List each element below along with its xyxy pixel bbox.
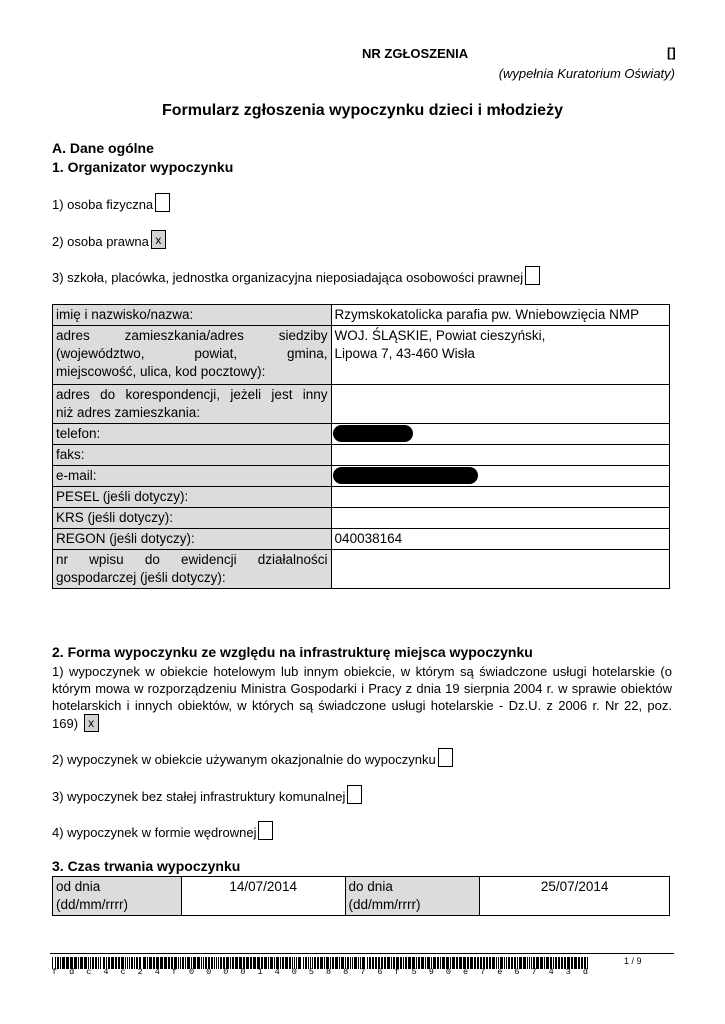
section-2-heading: 2. Forma wypoczynku ze względu na infrastrukturę miejsca wypoczynku xyxy=(52,644,533,660)
barcode-text xyxy=(52,967,588,977)
name-label: imię i nazwisko/nazwa: xyxy=(53,305,332,326)
organizer-option-legal-person[interactable] xyxy=(52,230,166,249)
duration-table xyxy=(52,876,670,916)
barcode-char: f xyxy=(394,967,400,977)
email-value[interactable] xyxy=(331,466,669,487)
regon-value[interactable]: 040038164 xyxy=(331,529,669,550)
barcode-char: 4 xyxy=(154,967,160,977)
correspondence-value[interactable] xyxy=(331,385,669,424)
barcode-char: 6 xyxy=(514,967,520,977)
barcode-char: 7 xyxy=(360,967,366,977)
barcode-char: 7 xyxy=(531,967,537,977)
option-label: 4) wypoczynek w formie wędrownej xyxy=(52,825,257,840)
address-value[interactable]: WOJ. ŚLĄSKIE, Powiat cieszyński, Lipowa 7, 43-460 Wisła xyxy=(331,326,669,385)
option-label: 1) osoba fizyczna xyxy=(52,197,154,212)
barcode-char: 8 xyxy=(326,967,332,977)
barcode-char: 1 xyxy=(257,967,263,977)
fax-label: faks: xyxy=(53,445,332,466)
form-option-occasional[interactable] xyxy=(52,748,453,767)
fax-value[interactable] xyxy=(331,445,669,466)
barcode-char: 4 xyxy=(274,967,280,977)
pesel-value[interactable] xyxy=(331,487,669,508)
checkbox-individual[interactable] xyxy=(155,193,170,212)
barcode-char: 0 xyxy=(291,967,297,977)
option-label: 2) wypoczynek w obiekcie używanym okazjonalnie do wypoczynku xyxy=(52,752,436,767)
barcode-char: e xyxy=(463,967,469,977)
option-label: 3) szkoła, placówka, jednostka organizacyjna nieposiadająca osobowości prawnej xyxy=(52,270,524,285)
barcode-char: 8 xyxy=(343,967,349,977)
organizer-heading: 1. Organizator wypoczynku xyxy=(52,159,234,175)
barcode-char: 0 xyxy=(445,967,451,977)
barcode-char: 4 xyxy=(548,967,554,977)
organizer-details-table xyxy=(52,304,670,589)
barcode-char: 0 xyxy=(189,967,195,977)
checkbox-legal-person[interactable]: x xyxy=(151,230,166,249)
organizer-option-individual[interactable] xyxy=(52,193,170,212)
checkbox-hotel[interactable]: x xyxy=(84,714,99,732)
option-label: 3) wypoczynek bez stałej infrastruktury komunalnej xyxy=(52,789,346,804)
option-text: 1) wypoczynek w obiekcie hotelowym lub innym obiekcie, w którym są świadczone usługi hotelarskie (o którym mowa w rozporządzeniu Ministra Gospodarki i Pracy z dnia 19 sierpnia 2004 r. w sprawie obiektów hotelarskich i innych obiektów, w których są świadczone usługi hotelarskie - Dz.U. z 2006 r. Nr 22, poz. 169) xyxy=(52,664,672,731)
barcode-char: 2 xyxy=(137,967,143,977)
barcode-char: c xyxy=(86,967,92,977)
form-option-wandering[interactable] xyxy=(52,821,273,840)
submission-number-label: NR ZGŁOSZENIA xyxy=(362,46,469,61)
barcode-char: 0 xyxy=(223,967,229,977)
email-label: e-mail: xyxy=(53,466,332,487)
date-from-value[interactable]: 14/07/2014 xyxy=(181,877,345,916)
organizer-option-school[interactable] xyxy=(52,266,540,285)
date-to-value[interactable]: 25/07/2014 xyxy=(480,877,670,916)
barcode-char: 6 xyxy=(377,967,383,977)
regon-label: REGON (jeśli dotyczy): xyxy=(53,529,332,550)
section-a-heading: A. Dane ogólne xyxy=(52,140,154,156)
checkbox-occasional[interactable] xyxy=(438,748,453,767)
barcode-char: 5 xyxy=(411,967,417,977)
submission-number-value: [] xyxy=(667,45,676,60)
checkbox-wandering[interactable] xyxy=(258,821,273,840)
phone-value[interactable] xyxy=(331,424,669,445)
checkbox-no-infrastructure[interactable] xyxy=(347,785,362,804)
barcode-char: 4 xyxy=(103,967,109,977)
submission-number-note: (wypełnia Kuratorium Oświaty) xyxy=(498,66,675,81)
phone-label: telefon: xyxy=(53,424,332,445)
date-to-label: do dnia (dd/mm/rrrr) xyxy=(345,877,480,916)
form-option-no-infrastructure[interactable] xyxy=(52,785,362,804)
barcode-char: f xyxy=(52,967,58,977)
correspondence-label: adres do korespondencji, jeżeli jest inny niż adres zamieszkania: xyxy=(53,385,332,424)
option-label: 2) osoba prawna xyxy=(52,234,149,249)
barcode-char: e xyxy=(497,967,503,977)
krs-label: KRS (jeśli dotyczy): xyxy=(53,508,332,529)
section-3-heading: 3. Czas trwania wypoczynku xyxy=(52,858,241,874)
barcode-char: c xyxy=(120,967,126,977)
redaction-block xyxy=(333,467,478,484)
form-title: Formularz zgłoszenia wypoczynku dzieci i młodzieży xyxy=(162,102,563,119)
barcode-char: 7 xyxy=(480,967,486,977)
footer-divider xyxy=(50,953,674,954)
checkbox-school[interactable] xyxy=(525,266,540,285)
barcode-char: 3 xyxy=(565,967,571,977)
barcode-char: 0 xyxy=(206,967,212,977)
barcode-char: f xyxy=(171,967,177,977)
barcode-char: d xyxy=(582,967,588,977)
redaction-block xyxy=(333,425,413,442)
name-value[interactable]: Rzymskokatolicka parafia pw. Wniebowzięcia NMP xyxy=(331,305,669,326)
form-option-hotel[interactable] xyxy=(52,663,672,732)
business-register-value[interactable] xyxy=(331,550,669,589)
pesel-label: PESEL (jeśli dotyczy): xyxy=(53,487,332,508)
krs-value[interactable] xyxy=(331,508,669,529)
barcode-char: d xyxy=(69,967,75,977)
barcode-char: 9 xyxy=(428,967,434,977)
page-number: 1 / 9 xyxy=(624,956,642,966)
business-register-label: nr wpisu do ewidencji działalności gospodarczej (jeśli dotyczy): xyxy=(53,550,332,589)
barcode-char: 0 xyxy=(240,967,246,977)
address-label: adres zamieszkania/adres siedziby (województwo, powiat, gmina, miejscowość, ulica, kod pocztowy): xyxy=(53,326,332,385)
date-from-label: od dnia (dd/mm/rrrr) xyxy=(53,877,182,916)
barcode-char: 5 xyxy=(308,967,314,977)
